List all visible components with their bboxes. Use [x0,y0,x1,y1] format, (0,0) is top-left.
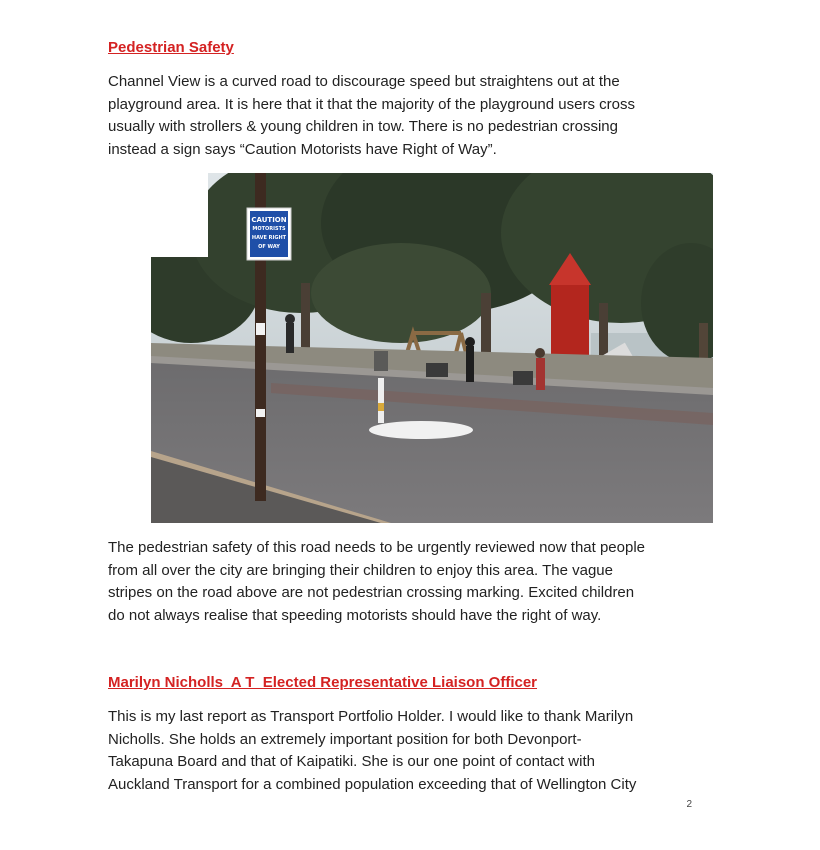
liaison-officer-paragraph [108,706,708,796]
page-number: 2 [686,799,692,810]
paragraph-line: do not always realise that speeding motorists should have the right of way. [108,606,602,624]
paragraph-line: Takapuna Board and that of Kaipatiki. She is our one point of contact with [108,753,595,770]
road-crossing-photo-illustration [151,173,713,523]
paragraph-line: from all over the city are bringing their children to enjoy this area. The vague [108,561,613,579]
section-heading-liaison-officer: Marilyn Nicholls A T Elected Representative Liaison Officer [108,674,538,691]
pedestrian-safety-followup-paragraph [108,537,708,627]
sign-text-line: MOTORISTS [252,226,286,232]
sign-text-line: HAVE RIGHT [251,235,287,241]
paragraph-line: Nicholls. She holds an extremely important position for both Devonport- [108,730,582,748]
paragraph-line: playground area. It is here that it that the majority of the playground users cross [108,95,635,113]
section-heading-pedestrian-safety: Pedestrian Safety [108,39,234,56]
paragraph-line: This is my last report as Transport Portfolio Holder. I would like to thank Marilyn [108,708,634,725]
paragraph-line: The pedestrian safety of this road needs to be urgently reviewed now that people [108,539,646,556]
caution-sign [250,211,288,257]
paragraph-line: instead a sign says “Caution Motorists have Right of Way”. [108,140,497,158]
sign-text-line: OF WAY [258,244,280,250]
pedestrian-safety-intro-paragraph [108,71,708,161]
paragraph-line: usually with strollers & young children in tow. There is no pedestrian crossing [108,118,618,135]
sign-text-line: CAUTION [251,216,287,224]
paragraph-line: Auckland Transport for a combined population exceeding that of Wellington City [108,775,637,793]
paragraph-line: Channel View is a curved road to discourage speed but straightens out at the [108,73,620,90]
paragraph-line: stripes on the road above are not pedestrian crossing marking. Excited children [108,584,635,601]
